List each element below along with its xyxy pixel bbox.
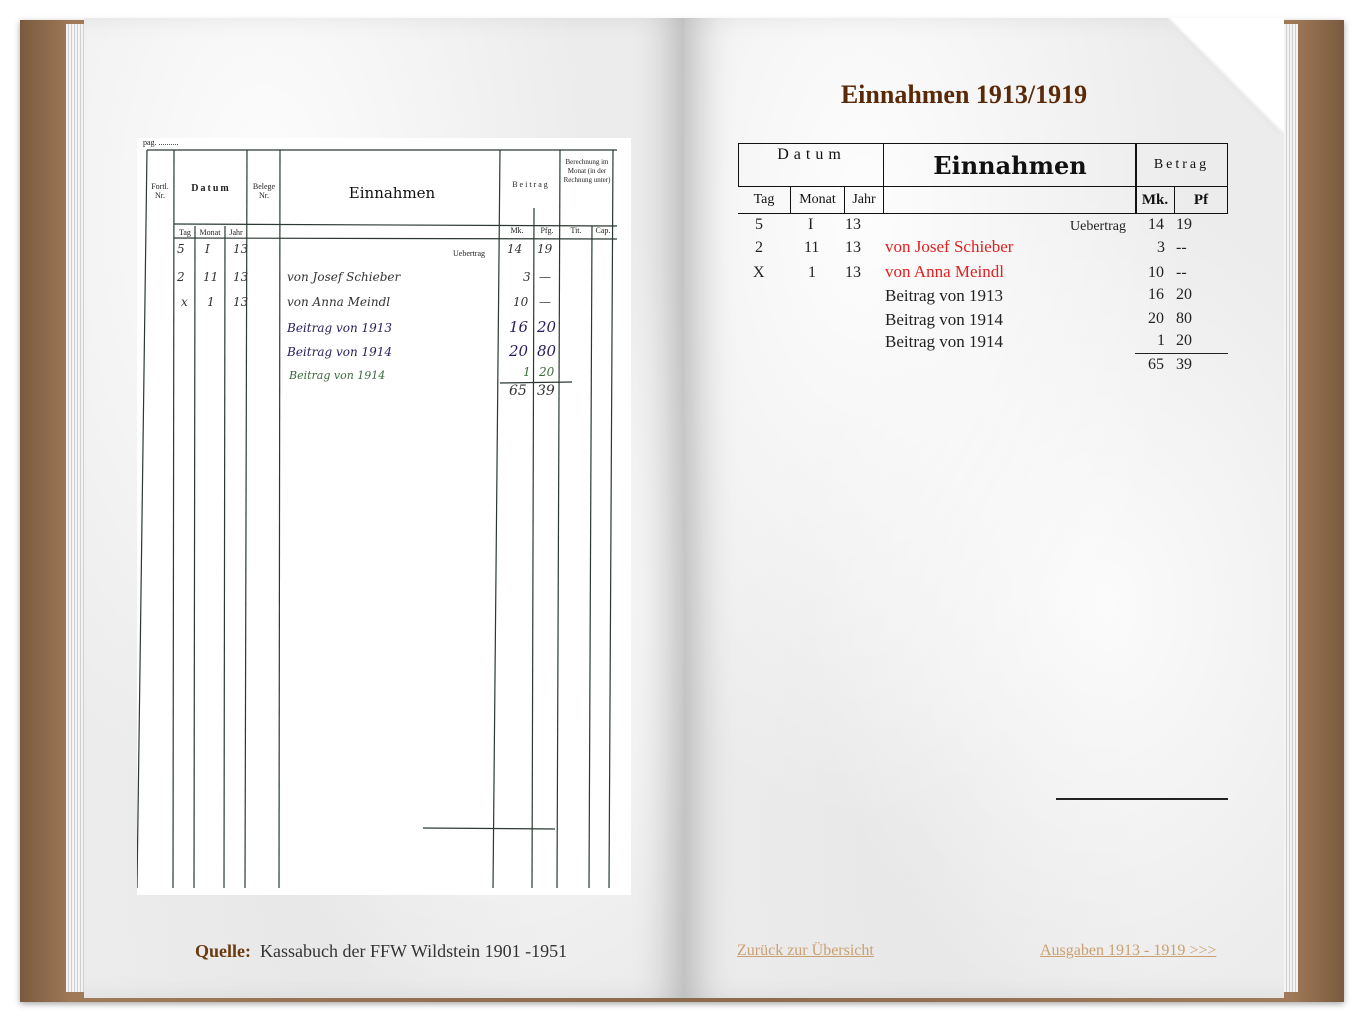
scan-hw-pf: 20 bbox=[539, 365, 555, 379]
row-monat: 1 bbox=[808, 264, 816, 281]
row-monat: 11 bbox=[804, 239, 820, 256]
row-tag: 2 bbox=[755, 239, 763, 256]
row-pf: 80 bbox=[1176, 310, 1192, 327]
row-text: Beitrag von 1914 bbox=[885, 332, 1004, 351]
scan-col-einnahmen: Einnahmen bbox=[348, 184, 436, 202]
scan-uebertrag: Uebertrag bbox=[453, 249, 485, 258]
row-tag: X bbox=[753, 264, 765, 281]
row-text: Beitrag von 1914 bbox=[885, 310, 1004, 329]
row-mk: 3 bbox=[1157, 239, 1165, 256]
scan-pag-label: pag. .......... bbox=[143, 138, 179, 147]
row-text: von Anna Meindl bbox=[885, 262, 1004, 281]
scan-col-fortl: Fortl. Nr. bbox=[151, 182, 169, 200]
row-pf: -- bbox=[1176, 239, 1187, 256]
scan-col-beitrag: Beitrag bbox=[512, 180, 550, 189]
row-jahr: 13 bbox=[845, 216, 861, 233]
th-einnahmen-blank bbox=[883, 186, 1137, 214]
scan-hw-mk: 10 bbox=[513, 295, 529, 309]
total-mk: 65 bbox=[1148, 356, 1164, 373]
scan-hw-text: Beitrag von 1914 bbox=[287, 345, 393, 359]
scan-hw-mk: 3 bbox=[523, 270, 531, 284]
scan-sub-cap: Cap. bbox=[595, 226, 611, 235]
scan-hw-jahr: 13 bbox=[233, 270, 249, 284]
total-pf: 39 bbox=[1176, 356, 1192, 373]
scan-hw-pf: — bbox=[539, 295, 551, 309]
scan-hw-pf: 80 bbox=[537, 342, 557, 360]
source-label: Quelle: bbox=[195, 941, 251, 961]
row-tag: 5 bbox=[755, 216, 763, 233]
next-page-link[interactable]: Ausgaben 1913 - 1919 >>> bbox=[1040, 942, 1217, 959]
row-jahr: 13 bbox=[845, 239, 861, 256]
page-title: Einnahmen 1913/1919 bbox=[840, 80, 1088, 109]
scan-hw-mk: 20 bbox=[509, 342, 529, 360]
scan-hw-mk: 1 bbox=[523, 365, 531, 379]
th-mk: Mk. bbox=[1135, 186, 1175, 214]
row-jahr: 13 bbox=[845, 264, 861, 281]
row-pf: 19 bbox=[1176, 216, 1192, 233]
ledger-scan-image bbox=[137, 138, 631, 895]
scan-sub-tit: Tit. bbox=[570, 226, 582, 235]
sum-line bbox=[1135, 353, 1228, 354]
scan-hw-text: von Josef Schieber bbox=[287, 270, 401, 284]
scan-col-berechnung: Berechnung im Monat (in der Rechnung unter) bbox=[563, 158, 611, 184]
scan-hw-text: Beitrag von 1913 bbox=[287, 321, 393, 335]
scan-sub-monat: Monat bbox=[199, 228, 221, 237]
th-einnahmen: Einnahmen bbox=[883, 143, 1137, 187]
row-mk: 1 bbox=[1157, 332, 1165, 349]
scan-hw-pf: — bbox=[539, 270, 551, 284]
scan-sub-jahr: Jahr bbox=[229, 228, 243, 237]
scan-hw-monat: 11 bbox=[203, 270, 219, 284]
row-monat: I bbox=[808, 216, 814, 233]
th-pf: Pf bbox=[1174, 186, 1228, 214]
scan-hw-pf: 19 bbox=[537, 242, 553, 256]
scan-col-datum: Datum bbox=[191, 183, 231, 194]
row-pf: 20 bbox=[1176, 332, 1192, 349]
th-betrag: Betrag bbox=[1135, 143, 1228, 187]
scan-hw-tag: x bbox=[181, 295, 188, 309]
scan-sub-pfg: Pfg. bbox=[540, 226, 554, 235]
row-mk: 20 bbox=[1148, 310, 1164, 327]
back-to-overview-link[interactable]: Zurück zur Übersicht bbox=[737, 942, 874, 959]
scan-hw-tag: 2 bbox=[177, 270, 185, 284]
scan-hw-tag: 5 bbox=[177, 242, 185, 256]
scan-hw-mk: 16 bbox=[509, 318, 529, 336]
scan-hw-total-pf: 39 bbox=[537, 383, 555, 399]
row-pf: 20 bbox=[1176, 286, 1192, 303]
row-mk: 10 bbox=[1148, 264, 1164, 281]
scan-hw-total-mk: 65 bbox=[509, 383, 527, 399]
page-stack-left bbox=[66, 24, 86, 992]
scan-hw-monat: I bbox=[205, 242, 210, 256]
th-datum: Datum bbox=[738, 143, 884, 187]
th-monat: Monat bbox=[790, 186, 845, 214]
scan-hw-pf: 20 bbox=[537, 318, 557, 336]
source-text: Kassabuch der FFW Wildstein 1901 -1951 bbox=[260, 941, 568, 961]
th-tag: Tag bbox=[738, 186, 791, 214]
row-mk: 16 bbox=[1148, 286, 1164, 303]
scan-hw-jahr: 13 bbox=[233, 295, 249, 309]
row-note-uebertrag: Uebertrag bbox=[1070, 219, 1126, 234]
row-text: Beitrag von 1913 bbox=[885, 286, 1004, 305]
scan-hw-mk: 14 bbox=[507, 242, 523, 256]
th-jahr: Jahr bbox=[844, 186, 884, 214]
row-pf: -- bbox=[1176, 264, 1187, 281]
scan-sub-mk: Mk. bbox=[510, 226, 524, 235]
closing-line bbox=[1056, 798, 1228, 800]
scan-hw-jahr: 13 bbox=[233, 242, 249, 256]
row-mk: 14 bbox=[1148, 216, 1164, 233]
scan-col-belege: Belege Nr. bbox=[252, 182, 276, 200]
source-caption bbox=[195, 941, 567, 962]
scan-sub-tag: Tag bbox=[179, 228, 191, 237]
scan-hw-text: Beitrag von 1914 bbox=[289, 369, 386, 382]
row-text: von Josef Schieber bbox=[885, 237, 1014, 256]
scan-hw-monat: 1 bbox=[207, 295, 215, 309]
scan-hw-text: von Anna Meindl bbox=[287, 295, 391, 309]
